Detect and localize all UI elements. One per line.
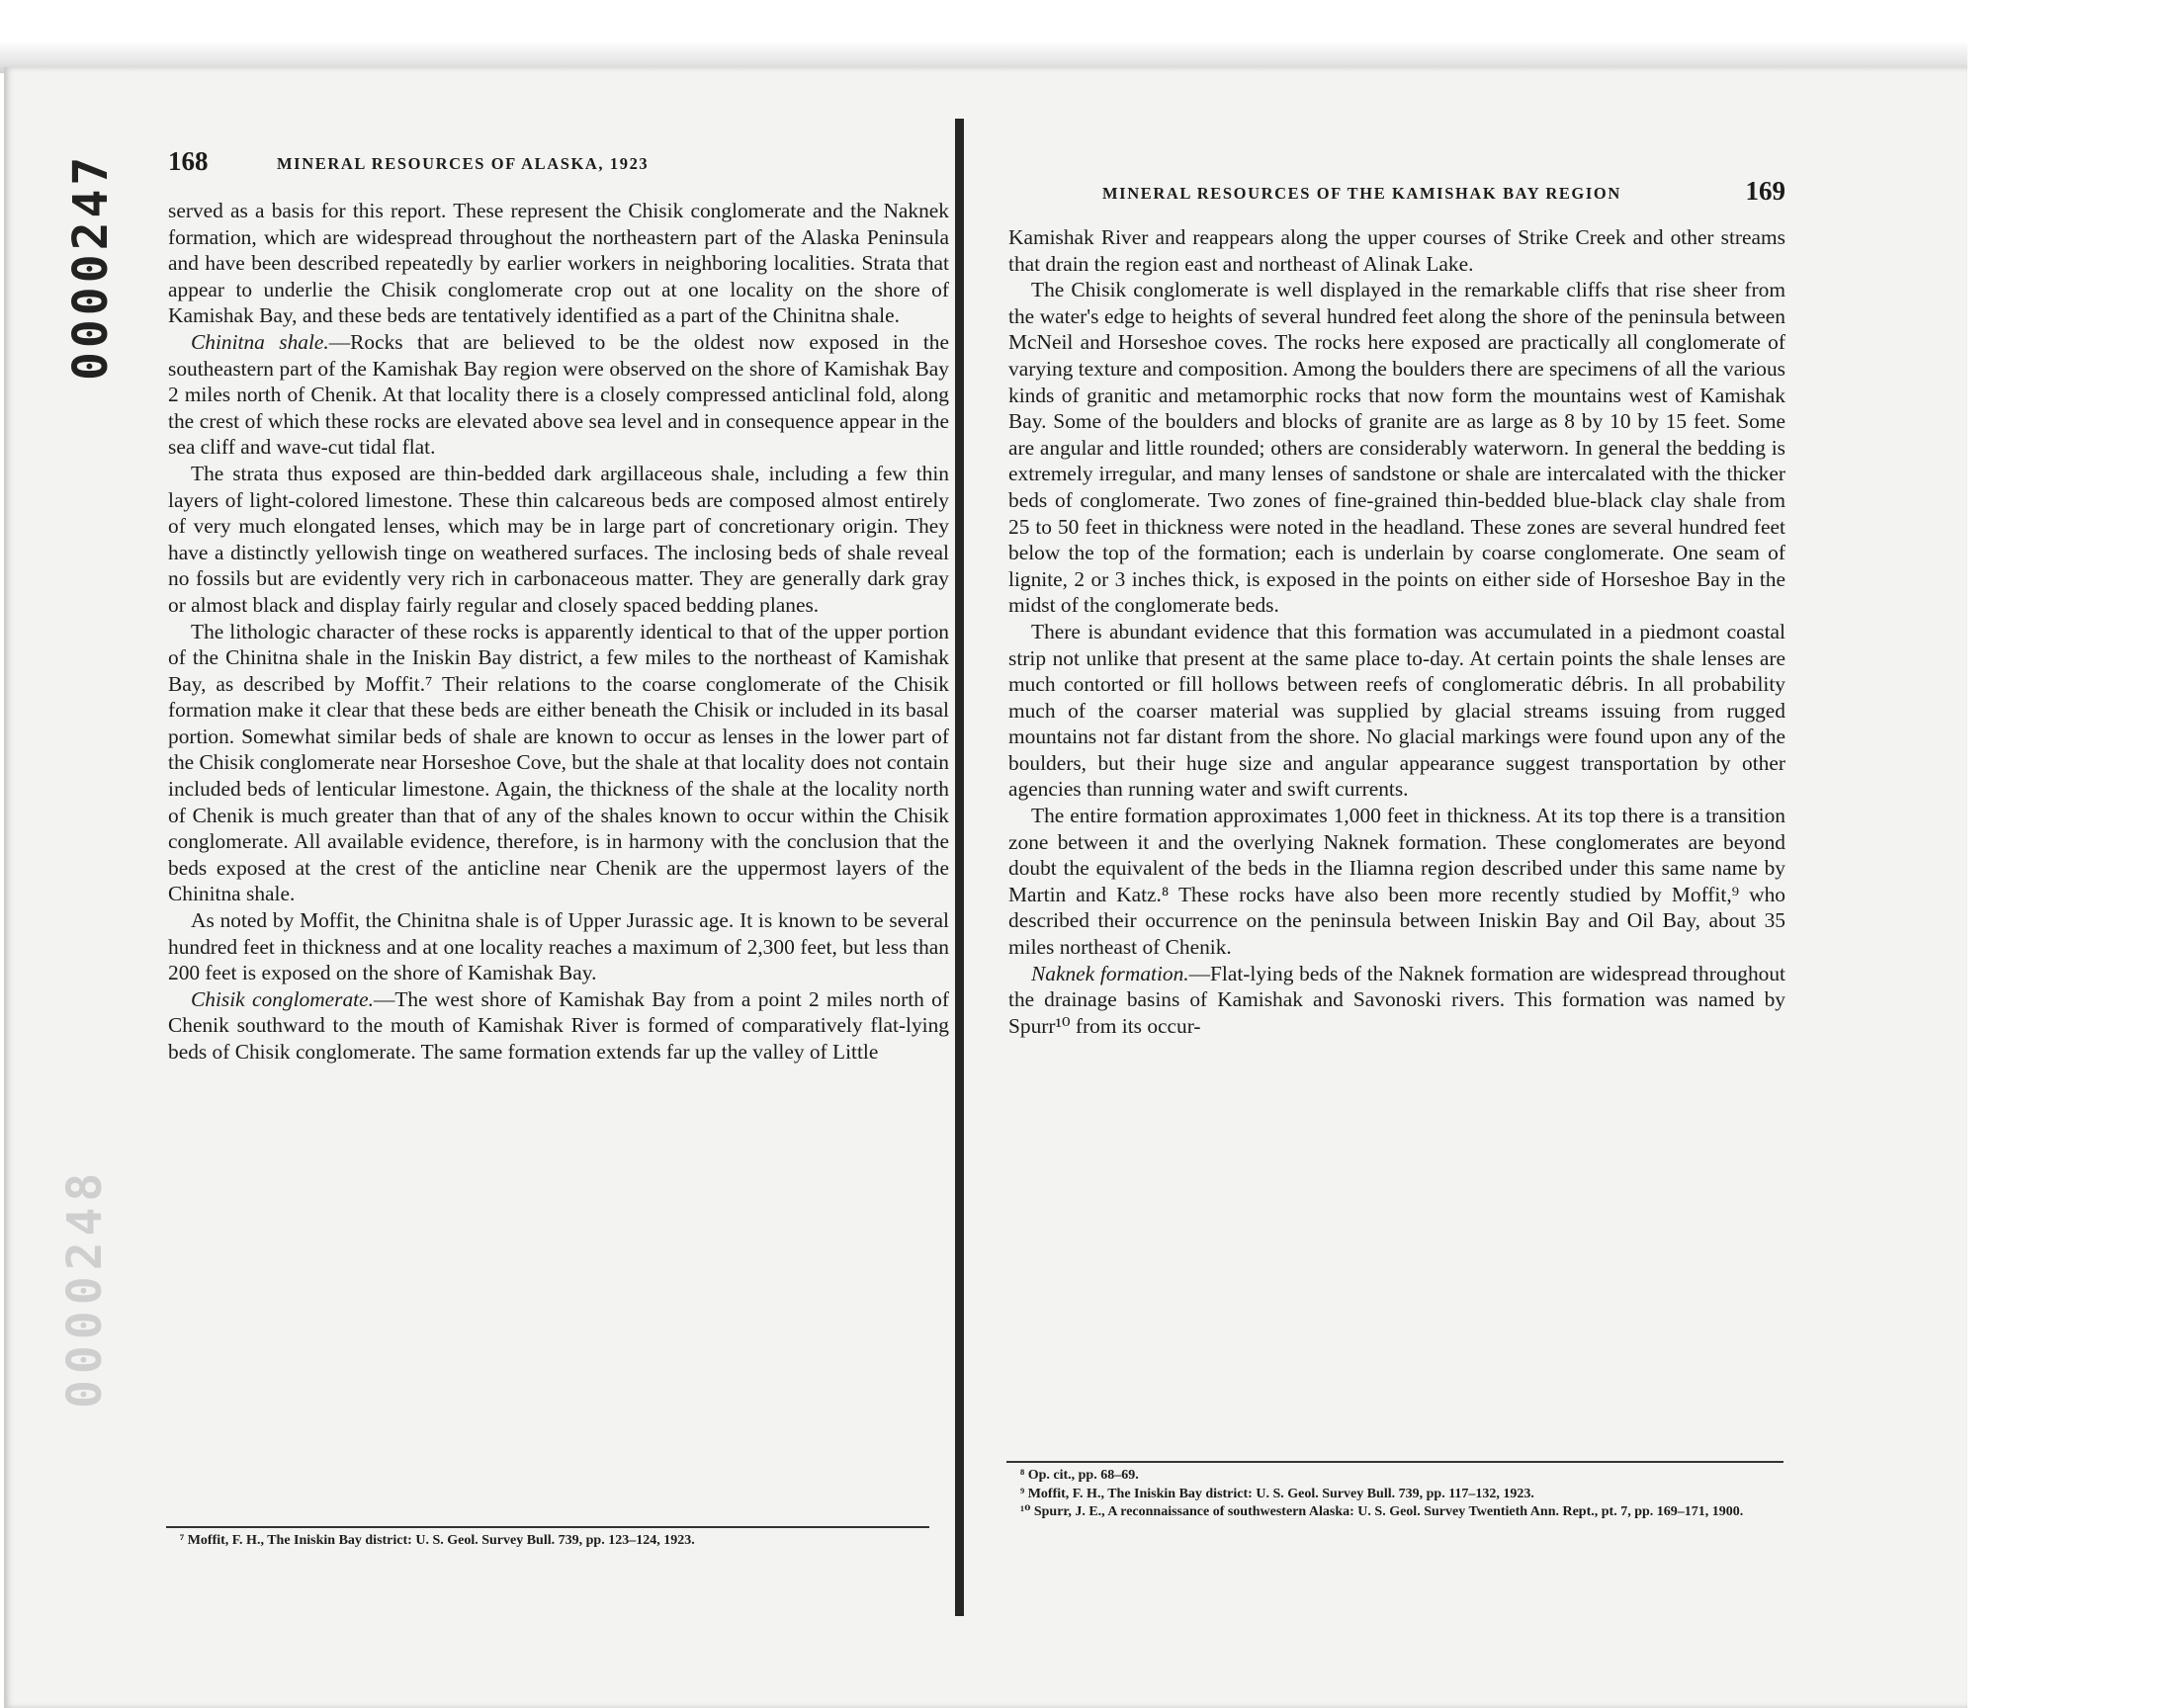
paragraph bbox=[1008, 224, 1785, 277]
paragraph-text: —Rocks that are believed to be the oldest now exposed in the southeastern part of the Kamishak Bay region were observed on the shore of Kamishak Bay 2 miles north of Chenik. At that locality there is a closely compressed anticlinal fold, along the crest of which these rocks are elevated above sea level and in consequence appear in the sea cliff and wave-cut tidal flat. bbox=[168, 329, 949, 460]
margin-stamp-ghost: 0000248 bbox=[57, 1166, 113, 1409]
footnote-8: ⁸ Op. cit., pp. 68–69. bbox=[1020, 1468, 1139, 1483]
right-running-title: MINERAL RESOURCES OF THE KAMISHAK BAY REGION bbox=[1102, 184, 1621, 203]
paragraph bbox=[168, 986, 949, 1066]
paragraph-text: served as a basis for this report. These represent the Chisik conglomerate and the Naknek formation, which are widespread throughout the northeastern part of the Alaska Peninsula and have been described repeatedly by earlier workers in neighboring localities. Strata that appear to underlie the Chisik conglomerate crop out at one locality on the shore of Kamishak Bay, and these beds are tentatively identified as a part of the Chinitna shale. bbox=[168, 199, 949, 328]
paragraph-text: Kamishak River and reappears along the upper courses of Strike Creek and other streams that drain the region east and northeast of Alinak Lake. bbox=[1008, 225, 1785, 276]
paragraph bbox=[168, 198, 949, 329]
paragraph bbox=[168, 461, 949, 619]
paragraph bbox=[168, 907, 949, 986]
section-heading-chisik-conglomerate: Chisik conglomerate. bbox=[191, 986, 374, 1011]
footnote-10: ¹⁰ Spurr, J. E., A reconnaissance of southwestern Alaska: U. S. Geol. Survey Twentieth Ann. Rept., pt. 7, pp. 169–171, 1900. bbox=[1020, 1504, 1744, 1519]
scan-margin bbox=[1967, 0, 2175, 1708]
left-footnote-rule bbox=[166, 1526, 929, 1528]
right-footnotes bbox=[1008, 1467, 1785, 1522]
left-footnotes bbox=[168, 1532, 929, 1551]
paragraph-text: As noted by Moffit, the Chinitna shale is of Upper Jurassic age. It is known to be several hundred feet in thickness and at one locality reaches a maximum of 2,300 feet, but less than 200 feet is exposed on the shore of Kamishak Bay. bbox=[168, 908, 949, 985]
paragraph bbox=[1008, 803, 1785, 961]
right-footnote-rule bbox=[1006, 1461, 1784, 1463]
section-heading-chinitna-shale: Chinitna shale. bbox=[191, 329, 329, 354]
left-page-body bbox=[168, 198, 949, 1066]
right-page-number: 169 bbox=[1745, 176, 1785, 206]
paragraph-text: —Flat-lying beds of the Naknek formation are widespread throughout the drainage basins of Kamishak and Savonoski rivers. This formation was named by Spurr¹⁰ from its occur- bbox=[1008, 961, 1785, 1038]
left-page-number: 168 bbox=[168, 146, 209, 176]
footnote-9: ⁹ Moffit, F. H., The Iniskin Bay district: U. S. Geol. Survey Bull. 739, pp. 117–132, 1923. bbox=[1020, 1486, 1534, 1501]
book-gutter bbox=[955, 119, 964, 1616]
paragraph-text: The lithologic character of these rocks is apparently identical to that of the upper portion of the Chinitna shale in the Iniskin Bay district, a few miles to the northeast of Kamishak Bay, as described by Moffit.⁷ Their relations to the coarse conglomerate of the Chisik formation make it clear that these beds are either beneath the Chisik or included in its basal portion. Somewhat similar beds of shale are known to occur as lenses in the lower part of the Chisik conglomerate near Horseshoe Cove, but the shale at that locality does not contain included beds of lenticular limestone. Again, the thickness of the shale at the locality north of Chenik is much greater than that of any of the shales known to occur within the Chisik conglomerate. All available evidence, therefore, is in harmony with the conclusion that the beds exposed at the crest of the anticline near Chenik are the uppermost layers of the Chinitna shale. bbox=[168, 619, 949, 906]
paragraph-text: The strata thus exposed are thin-bedded dark argillaceous shale, including a few thin layers of light-colored limestone. These thin calcareous beds are composed almost entirely of very much elongated lenses, which may be in large part of concretionary origin. They have a distinctly yellowish tinge on weathered surfaces. The inclosing beds of shale reveal no fossils but are evidently very rich in carbonaceous matter. They are generally dark gray or almost black and display fairly regular and closely spaced bedding planes. bbox=[168, 461, 949, 617]
left-running-head bbox=[168, 146, 949, 186]
margin-stamp-number: 0000247 bbox=[63, 152, 119, 381]
paragraph-text: There is abundant evidence that this formation was accumulated in a piedmont coastal strip not unlike that present at the same place to-day. At certain points the shale lenses are much contorted or fill hollows between reefs of conglomeratic débris. In all probability much of the coarser material was supplied by glacial streams issuing from rugged mountains not far distant from the shore. No glacial markings were found upon any of the boulders, but their huge size and angular appearance suggest transportation by other agencies than running water and swift currents. bbox=[1008, 619, 1785, 802]
left-running-title: MINERAL RESOURCES OF ALASKA, 1923 bbox=[277, 154, 650, 173]
paragraph bbox=[168, 329, 949, 461]
right-page-body bbox=[1008, 224, 1785, 1039]
paragraph bbox=[1008, 961, 1785, 1040]
right-running-head bbox=[1008, 176, 1785, 215]
footnote-7: ⁷ Moffit, F. H., The Iniskin Bay district: U. S. Geol. Survey Bull. 739, pp. 123–124, 1923. bbox=[180, 1533, 695, 1548]
paragraph bbox=[1008, 277, 1785, 619]
scan-edge-shadow bbox=[0, 0, 2175, 73]
paragraph-text: —The west shore of Kamishak Bay from a point 2 miles north of Chenik southward to the mouth of Kamishak River is formed of comparatively flat-lying beds of Chisik conglomerate. The same formation extends far up the valley of Little bbox=[168, 986, 949, 1064]
paragraph bbox=[1008, 619, 1785, 803]
paragraph-text: The Chisik conglomerate is well displayed in the remarkable cliffs that rise sheer from the water's edge to heights of several hundred feet along the shore of the peninsula between McNeil and Horseshoe coves. The rocks here exposed are practically all conglomerate of varying texture and composition. Among the boulders there are specimens of all the various kinds of granitic and metamorphic rocks that now form the mountains west of Kamishak Bay. Some of the boulders and blocks of granite are as large as 8 by 10 by 15 feet. Some are angular and little rounded; others are considerably waterworn. In general the bedding is extremely irregular, and many lenses of sandstone or shale are intercalated with the thicker beds of conglomerate. Two zones of fine-grained thin-bedded blue-black clay shale from 25 to 50 feet in thickness were noted in the headland. These zones are several hundred feet below the top of the formation; each is underlain by coarse conglomerate. One seam of lignite, 2 or 3 inches thick, is exposed in the points on either side of Horseshoe Bay in the midst of the conglomerate beds. bbox=[1008, 278, 1785, 618]
paragraph bbox=[168, 619, 949, 908]
paragraph-text: The entire formation approximates 1,000 feet in thickness. At its top there is a transition zone between it and the overlying Naknek formation. These conglomerates are beyond doubt the equivalent of the beds in the Iliamna region described under this same name by Martin and Katz.⁸ These rocks have also been more recently studied by Moffit,⁹ who described their occurrence on the peninsula between Iniskin Bay and Oil Bay, about 35 miles northeast of Chenik. bbox=[1008, 804, 1785, 960]
section-heading-naknek-formation: Naknek formation. bbox=[1031, 961, 1189, 985]
